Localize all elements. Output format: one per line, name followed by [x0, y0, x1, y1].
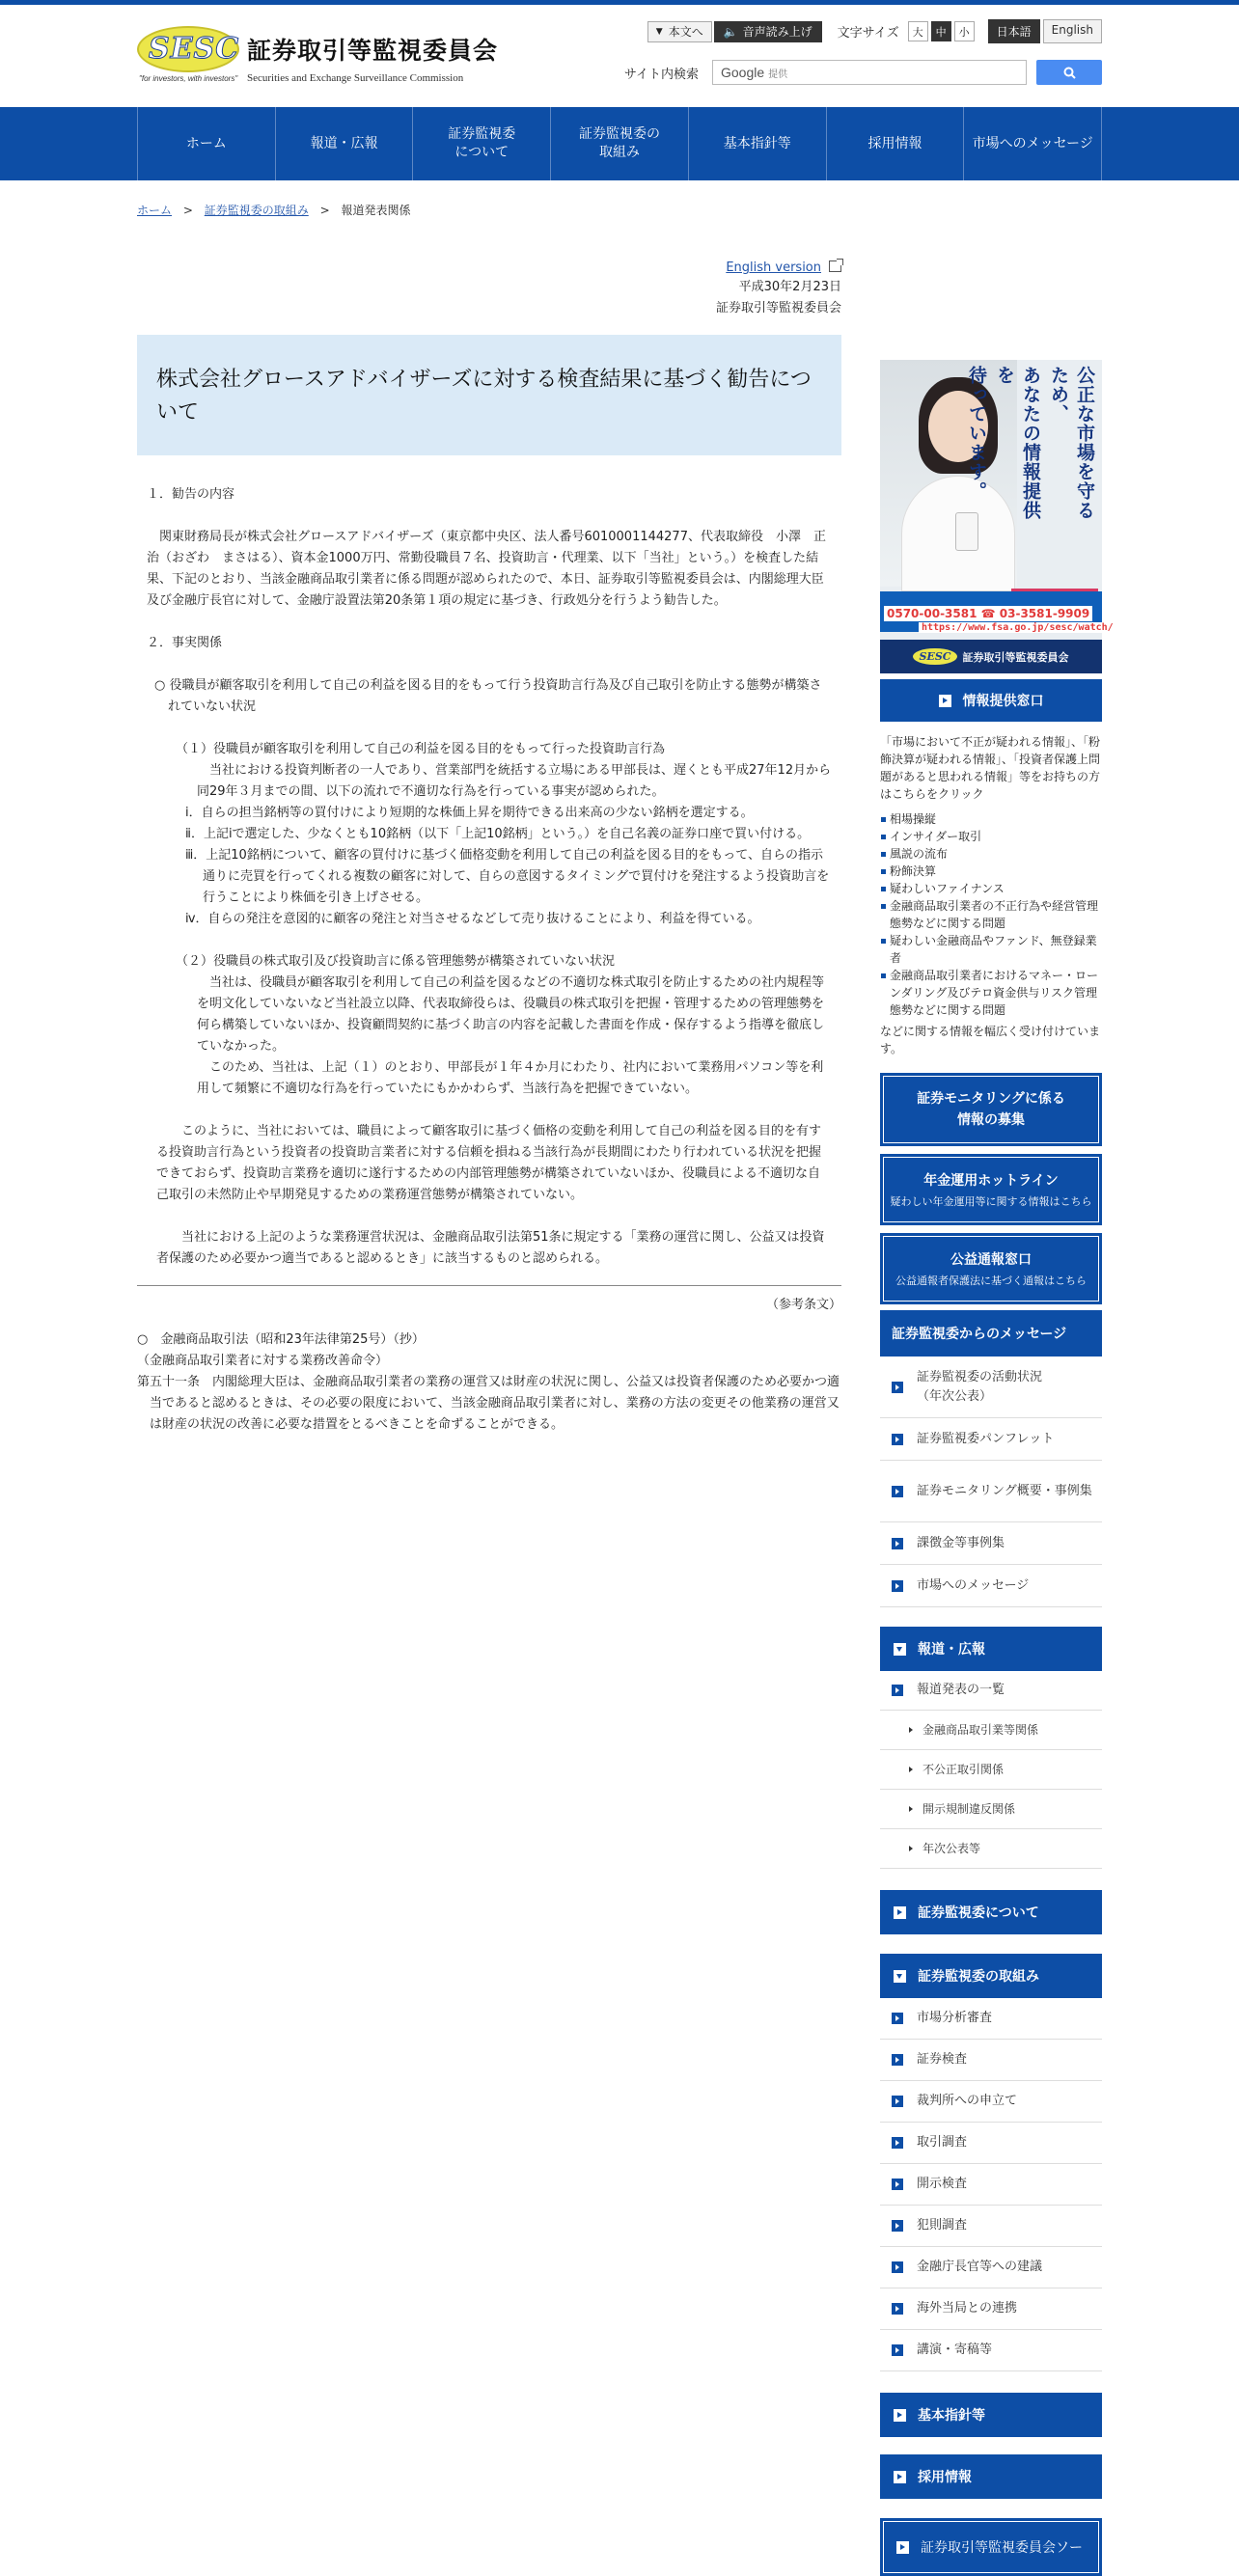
arrow-right-icon	[892, 1434, 903, 1445]
arrow-right-icon	[892, 2096, 903, 2107]
list-item: 相場操縦	[880, 810, 1102, 828]
nav-home[interactable]: ホーム	[138, 107, 276, 180]
nav-about[interactable]: 証券監視委 について	[413, 107, 551, 180]
monitoring-info-button[interactable]: 証券モニタリングに係る 情報の募集	[880, 1073, 1102, 1146]
messages-menu	[880, 1357, 1102, 1607]
work-heading[interactable]: 証券監視委の取組み	[880, 1954, 1102, 1998]
section2-heading: ２．事実関係	[147, 636, 223, 650]
triangle-right-icon	[909, 1806, 913, 1812]
nav-recruit[interactable]: 採用情報	[827, 107, 965, 180]
arrow-right-icon	[892, 2179, 903, 2190]
roman-item-4: ⅳ．自らの発注を意図的に顧客の発注と対当させるなどして売り抜けることにより、利益を得ている。	[185, 912, 760, 926]
breadcrumb-home[interactable]: ホーム	[137, 204, 173, 217]
arrow-right-icon	[892, 1580, 903, 1592]
menu-item-securities-inspection[interactable]: 証券検査	[880, 2040, 1102, 2081]
arrow-right-icon	[896, 2541, 909, 2554]
info-campaign-banner[interactable]	[880, 360, 1114, 673]
about-heading[interactable]: 証券監視委について	[880, 1890, 1102, 1934]
menu-item-recommendation[interactable]: 金融庁長官等への建議	[880, 2247, 1102, 2288]
menu-item-penalty-cases[interactable]: 課徴金等事例集	[880, 1522, 1102, 1565]
search-button[interactable]	[1036, 60, 1102, 85]
sub1-heading: （１）役職員が顧客取引を利用して自己の利益を図る目的をもって行った投資助言行為	[176, 742, 666, 756]
search-icon	[1063, 67, 1076, 79]
press-date: 平成30年2月23日	[738, 280, 841, 294]
law-subtitle: （金融商品取引業者に対する業務改善命令）	[137, 1354, 389, 1368]
info-footer: などに関する情報を幅広く受け付けています。	[880, 1025, 1101, 1055]
nav-activities[interactable]: 証券監視委の 取組み	[551, 107, 689, 180]
search-input[interactable]	[712, 60, 1027, 85]
menu-item-lectures[interactable]: 講演・寄稿等	[880, 2330, 1102, 2371]
menu-subitem-unfair-trade[interactable]: 不公正取引関係	[880, 1750, 1102, 1790]
messages-heading: 証券監視委からのメッセージ	[880, 1310, 1102, 1357]
arrow-right-icon	[892, 2137, 903, 2149]
menu-item-trade-investigation[interactable]: 取引調査	[880, 2123, 1102, 2164]
banner-footer: SESC 証券取引等監視委員会	[880, 640, 1102, 673]
pension-hotline-button[interactable]: 年金運用ホットライン 疑わしい年金運用等に関する情報はこちら	[880, 1154, 1102, 1225]
read-aloud-button[interactable]: 🔈 音声読み上げ	[714, 21, 822, 42]
menu-item-market-analysis[interactable]: 市場分析審査	[880, 1998, 1102, 2040]
arrow-right-icon	[892, 2344, 903, 2356]
menu-item-disclosure-inspection[interactable]: 開示検査	[880, 2164, 1102, 2206]
google-brand: Google	[721, 65, 765, 80]
breadcrumb: ホーム > 証券監視委の取組み > 報道発表関係	[137, 204, 411, 217]
sub1-body: 当社における投資判断者の一人であり、営業部門を統括する立場にある甲部長は、遅くとも平成27年12月から同29年３月までの間、以下の流れで不適切な行為を行っている事実が認められた。	[197, 763, 832, 799]
menu-item-pamphlet[interactable]: 証券監視委パンフレット	[880, 1418, 1102, 1461]
lang-japanese-button[interactable]: 日本語	[988, 19, 1040, 43]
banner-headline: 公正な市場を守るため、 あなたの情報提供を 待っています。	[966, 366, 1095, 520]
info-topic-list	[880, 810, 1102, 1019]
nav-market-message[interactable]: 市場へのメッセージ	[964, 107, 1102, 180]
law-title: ○ 金融商品取引法（昭和23年法律第25号）（抄）	[137, 1332, 425, 1347]
info-description: 「市場において不正が疑われる情報」、「粉飾決算が疑われる情報」、「投資者保護上問題があると思われる情報」等をお持ちの方はこちらをクリック	[880, 735, 1101, 801]
page-title-box	[137, 335, 841, 455]
section-divider	[137, 1285, 841, 1286]
arrow-right-icon	[892, 2220, 903, 2232]
menu-item-monitoring-cases[interactable]: 証券モニタリング概要・事例集	[880, 1461, 1102, 1522]
nav-press[interactable]: 報道・広報	[276, 107, 414, 180]
roman-item-2: ⅱ．上記ⅰで選定した、少なくとも10銘柄（以下「上記10銘柄」という。）を自己名義の証券口座で買い付ける。	[185, 827, 811, 841]
list-item: 金融商品取引業者の不正行為や経営管理態勢などに関する問題	[880, 897, 1102, 932]
font-size-medium-button[interactable]: 中	[931, 21, 951, 41]
social-media-heading[interactable]: 証券取引等監視委員会ソー	[880, 2518, 1102, 2576]
roman-item-1: ⅰ．自らの担当銘柄等の買付けにより短期的な株価上昇を期待できる出来高の少ない銘柄を選定する。	[185, 806, 754, 820]
menu-item-annual-report[interactable]: 証券監視委の活動状況 （年次公表）	[880, 1357, 1102, 1418]
breadcrumb-activities[interactable]: 証券監視委の取組み	[204, 204, 309, 217]
chevron-down-icon	[894, 1970, 906, 1983]
site-header	[137, 5, 1102, 107]
arrow-right-icon	[894, 2409, 906, 2422]
sub2-body-2: このため、当社は、上記（１）のとおり、甲部長が１年４か月にわたり、社内において業務用パソコン等を利用して頻繁に不適切な行為を行っていたにもかかわらず、当該行為を把握できていない。	[197, 1060, 824, 1096]
press-menu	[880, 1671, 1102, 1869]
chevron-down-icon	[894, 1643, 906, 1656]
font-size-large-button[interactable]: 大	[908, 21, 928, 41]
conclusion-2: 当社における上記のような業務運営状況は、金融商品取引法第51条に規定する「業務の運営に関し、公益又は投資者保護のため必要かつ適当であると認めるとき」に該当するものと認められる。	[156, 1230, 825, 1266]
font-size-small-button[interactable]: 小	[954, 21, 975, 41]
triangle-right-icon	[909, 1767, 913, 1772]
site-search	[624, 60, 1102, 85]
triangle-right-icon	[909, 1846, 913, 1851]
arrow-right-icon	[892, 1382, 903, 1393]
global-nav	[0, 107, 1239, 180]
logo-title-jp: 証券取引等監視委員会	[247, 37, 499, 65]
arrow-right-icon	[892, 1685, 903, 1696]
arrow-right-icon	[892, 1538, 903, 1549]
font-size-label: 文字サイズ	[837, 26, 899, 41]
menu-item-court-petition[interactable]: 裁判所への申立て	[880, 2081, 1102, 2123]
press-heading[interactable]: 報道・広報	[880, 1627, 1102, 1671]
recruit-heading[interactable]: 採用情報	[880, 2454, 1102, 2499]
reference-label: （参考条文）	[765, 1298, 841, 1312]
arrow-right-icon	[892, 2303, 903, 2315]
arrow-right-icon	[892, 2261, 903, 2273]
menu-item-market-message[interactable]: 市場へのメッセージ	[880, 1565, 1102, 1607]
lang-english-button[interactable]: English	[1043, 19, 1102, 43]
site-logo[interactable]	[137, 24, 498, 84]
breadcrumb-current: 報道発表関係	[341, 204, 411, 217]
law-text: 第五十一条 内閣総理大臣は、金融商品取引業者の業務の運営又は財産の状況に関し、公益又は投資者保護のため必要かつ適当であると認めるときは、その必要の限度において、当該金融商品取引業者に対し、業務の方法の変更その他業務の運営又は財産の状況の改善に必要な措置をとるべきことを命ずることができる。	[137, 1375, 840, 1432]
menu-subitem-disclosure[interactable]: 開示規制違反関係	[880, 1790, 1102, 1829]
arrow-right-icon	[894, 2471, 906, 2483]
arrow-right-icon	[939, 695, 951, 707]
menu-item-press-list[interactable]: 報道発表の一覧	[880, 1671, 1102, 1711]
page-title: 株式会社グロースアドバイザーズに対する検査結果に基づく勧告について	[156, 368, 812, 425]
arrow-right-icon	[892, 1486, 903, 1497]
menu-item-criminal-investigation[interactable]: 犯則調査	[880, 2206, 1102, 2247]
section1-heading: １．勧告の内容	[147, 487, 235, 502]
language-switch	[988, 19, 1102, 43]
banner-phone: 0570-00-3581 ☎ 03-3581-9909	[884, 606, 1092, 621]
work-menu	[880, 1998, 1102, 2371]
policy-heading[interactable]: 基本指針等	[880, 2393, 1102, 2437]
whistleblower-button[interactable]: 公益通報窓口 公益通報者保護法に基づく通報はこちら	[880, 1233, 1102, 1304]
search-provided-label: 提供	[768, 69, 788, 80]
roman-item-3: ⅲ．上記10銘柄について、顧客の買付けに基づく価格変動を利用して自己の利益を図る目的をもって、自らの指示通りに売買を行ってくれる複数の顧客に対して、自らの意図するタイミングで買付けを発注するよう投資助言を行うことにより株価を引き上げさせる。	[185, 848, 830, 905]
nav-policy[interactable]: 基本指針等	[689, 107, 827, 180]
skip-to-body-button[interactable]: ▼ 本文へ	[647, 21, 712, 42]
english-version-link[interactable]: English version	[726, 260, 821, 275]
logo-title-en: Securities and Exchange Surveillance Commission	[247, 72, 464, 84]
content-wrap	[137, 180, 1114, 2556]
arrow-right-icon	[892, 2054, 903, 2066]
list-item: 疑わしいファイナンス	[880, 880, 1102, 897]
menu-subitem-annual[interactable]: 年次公表等	[880, 1829, 1102, 1869]
search-label: サイト内検索	[623, 67, 699, 82]
triangle-right-icon	[909, 1727, 913, 1733]
triangle-down-icon: ▼	[655, 26, 663, 37]
conclusion-1: このように、当社においては、職員によって顧客取引に基づく価格の変動を利用して自己の利益を図る目的を有する投資助言行為という投資者の投資助言業者に対する信頼を損ねる当該行為が長期間にわたり行われている状況を把握できておらず、投資助言業務を適切に遂行するための内部管理態勢が構築されていないほか、役職員による不適切な自己取引の未然防止や早期発見するための業務運営態勢が構築されていない。	[156, 1124, 822, 1202]
list-item: 粉飾決算	[880, 863, 1102, 880]
menu-item-overseas[interactable]: 海外当局との連携	[880, 2288, 1102, 2330]
list-item: 疑わしい金融商品やファンド、無登録業者	[880, 932, 1102, 967]
list-item: 風説の流布	[880, 845, 1102, 863]
article-body	[137, 484, 841, 1270]
info-window-button[interactable]: 情報提供窓口	[880, 679, 1102, 722]
arrow-right-icon	[892, 2013, 903, 2024]
external-link-icon	[829, 260, 841, 272]
list-item: インサイダー取引	[880, 828, 1102, 845]
speaker-icon: 🔈	[723, 24, 738, 39]
section1-body: 関東財務局長が株式会社グロースアドバイザーズ（東京都中央区、法人番号6010001144277、代表取締役 小澤 正治（おざわ まさはる）、資本金1000万円、常勤役職員７名、投資助言・代理業、以下「当社」という。）を検査した結果、下記のとおり、当該金融商品取引業者に係る問題が認められたので、本日、証券取引等監視委員会は、内閣総理大臣及び金融庁長官に対して、金融庁設置法第20条第１項の規定に基づき、行政処分を行うよう勧告した。	[147, 530, 826, 608]
sidebar	[880, 360, 1114, 2576]
sub2-body-1: 当社は、役職員が顧客取引を利用して自己の利益を図るなどの不適切な株式取引を防止するための社内規程等を明文化していないなど当社設立以降、代表取締役らは、役職員の株式取引を把握・管理するための管理態勢を何ら構築していないほか、投資顧問契約に基づく助言の内容を記載した書面を作成・保存するよう指導を徹底していなかった。	[197, 975, 825, 1054]
arrow-right-icon	[894, 1906, 906, 1919]
sub2-heading: （２）役職員の株式取引及び投資助言に係る管理態勢が構築されていない状況	[176, 954, 616, 969]
menu-subitem-fib[interactable]: 金融商品取引業等関係	[880, 1711, 1102, 1750]
section2-bullet: ○ 役職員が顧客取引を利用して自己の利益を図る目的をもって行う投資助言行為及び自己取引を防止する態勢が構築されていない状況	[154, 678, 822, 714]
press-org: 証券取引等監視委員会	[715, 301, 841, 315]
sesc-logo-mark: SESC "for investors, with investors"	[137, 24, 241, 84]
header-tools	[647, 19, 1102, 43]
main-content	[137, 238, 841, 1436]
banner-url: https://www.fsa.go.jp/sesc/watch/	[919, 622, 1116, 633]
list-item: 金融商品取引業者におけるマネー・ローンダリング及びテロ資金供与リスク管理態勢などに関する問題	[880, 967, 1102, 1019]
